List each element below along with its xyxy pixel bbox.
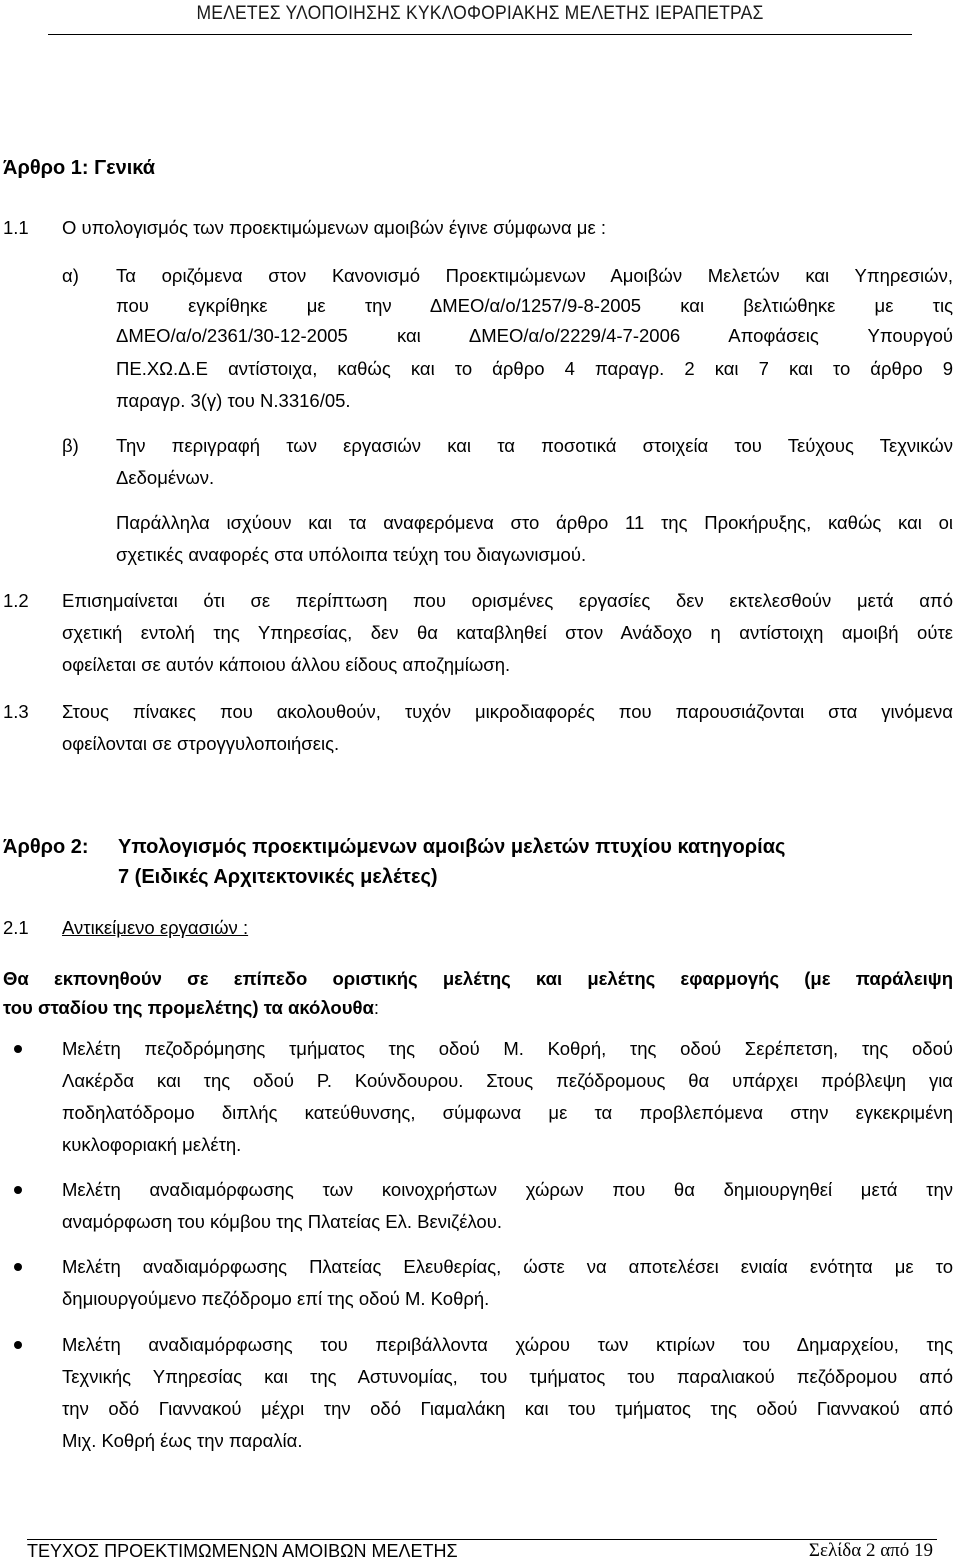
- section-1-2-line-2: σχετική εντολή της Υπηρεσίας, δεν θα καταβληθεί στον Ανάδοχο η αντίστοιχη αμοιβή ούτε: [62, 622, 953, 643]
- bullet-4-line-1: Μελέτη αναδιαμόρφωσης του περιβάλλοντα χώρου των κτιρίων του Δημαρχείου, της: [62, 1334, 953, 1355]
- section-2-1-number: 2.1: [3, 917, 29, 938]
- bullet-2-line-1: Μελέτη αναδιαμόρφωσης των κοινοχρήστων χώρων που θα δημιουργηθεί μετά την: [62, 1179, 953, 1200]
- section-1-1-text: Ο υπολογισμός των προεκτιμώμενων αμοιβών έγινε σύμφωνα με :: [62, 217, 606, 238]
- bullet-3-line-1: Μελέτη αναδιαμόρφωσης Πλατείας Ελευθερίας, ώστε να αποτελέσει ενιαία ενότητα με το: [62, 1256, 953, 1277]
- bullet-4-line-2: Τεχνικής Υπηρεσίας και της Αστυνομίας, του τμήματος του παραλιακού πεζόδρομου από: [62, 1366, 953, 1387]
- section-1-3-number: 1.3: [3, 701, 29, 722]
- bullet-4-line-4: Μιχ. Κοθρή έως την παραλία.: [62, 1430, 303, 1451]
- running-header: [48, 0, 912, 35]
- item-a-line-3: ΔΜΕΟ/α/ο/2361/30-12-2005 και ΔΜΕΟ/α/ο/2229/4-7-2006 Αποφάσεις Υπουργού: [116, 325, 953, 346]
- item-a-line-5: παραγρ. 3(γ) του Ν.3316/05.: [116, 390, 351, 411]
- item-a-line-4: ΠΕ.ΧΩ.Δ.Ε αντίστοιχα, καθώς και το άρθρο 4 παραγρ. 2 και 7 και το άρθρο 9: [116, 358, 953, 379]
- footer-page-number: Σελίδα 2 από 19: [808, 1540, 933, 1561]
- bullet-dot: [14, 1263, 22, 1271]
- section-2-1-title: Αντικείμενο εργασιών :: [62, 917, 249, 938]
- header-title: ΜΕΛΕΤΕΣ ΥΛΟΠΟΙΗΣΗΣ ΚΥΚΛΟΦΟΡΙΑΚΗΣ ΜΕΛΕΤΗΣ ΙΕΡΑΠΕΤΡΑΣ: [196, 2, 764, 24]
- bullet-4-line-3: την οδό Γιαννακού μέχρι την οδό Γιαμαλάκη και του τμήματος της οδού Γιαννακού από: [62, 1398, 953, 1419]
- footer-document-title: ΤΕΥΧΟΣ ΠΡΟΕΚΤΙΜΩΜΕΝΩΝ ΑΜΟΙΒΩΝ ΜΕΛΕΤΗΣ: [27, 1541, 458, 1561]
- item-b-line-2: Δεδομένων.: [116, 467, 215, 488]
- bullet-1-line-4: κυκλοφοριακή μελέτη.: [62, 1134, 242, 1155]
- bullet-dot: [14, 1341, 22, 1349]
- article-2-heading-line-2: 7 (Ειδικές Αρχιτεκτονικές μελέτες): [118, 866, 438, 888]
- intro-line-2-bold: του σταδίου της προμελέτης) τα ακόλουθα: [3, 997, 374, 1018]
- section-1-3-line-2: οφείλονται σε στρογγυλοποιήσεις.: [62, 733, 340, 754]
- parallel-line-2: σχετικές αναφορές στα υπόλοιπα τεύχη του διαγωνισμού.: [116, 544, 587, 565]
- article-2-heading-prefix: Άρθρο 2:: [3, 836, 89, 858]
- intro-line-2-tail: :: [373, 997, 379, 1018]
- section-1-1-number: 1.1: [3, 217, 29, 238]
- bullet-3-line-2: δημιουργούμενο πεζόδρομο επί της οδού Μ. Κοθρή.: [62, 1288, 490, 1309]
- item-b-line-1: Την περιγραφή των εργασιών και τα ποσοτικά στοιχεία του Τεύχους Τεχνικών: [116, 435, 953, 456]
- bullet-dot: [14, 1186, 22, 1194]
- article-1-heading: Άρθρο 1: Γενικά: [3, 157, 156, 179]
- parallel-line-1: Παράλληλα ισχύουν και τα αναφερόμενα στο άρθρο 11 της Προκήρυξης, καθώς και οι: [116, 512, 953, 533]
- item-a-line-1: Τα οριζόμενα στον Κανονισμό Προεκτιμώμενων Αμοιβών Μελετών και Υπηρεσιών,: [116, 265, 953, 286]
- bullet-2-line-2: αναμόρφωση του κόμβου της Πλατείας Ελ. Βενιζέλου.: [62, 1211, 502, 1232]
- section-1-2-line-3: οφείλεται σε αυτόν κάποιου άλλου είδους αποζημίωση.: [62, 654, 511, 675]
- item-b-label: β): [62, 435, 79, 456]
- intro-line-1: Θα εκπονηθούν σε επίπεδο οριστικής μελέτης και μελέτης εφαρμογής (με παράλειψη: [3, 968, 953, 989]
- intro-line-2: [3, 996, 379, 1020]
- bullet-1-line-2: Λακέρδα και της οδού Ρ. Κούνδουρου. Στους πεζόδρομους θα υπάρχει πρόβλεψη για: [62, 1070, 953, 1091]
- item-a-label: α): [62, 265, 79, 286]
- section-1-2-number: 1.2: [3, 590, 29, 611]
- section-1-3-line-1: Στους πίνακες που ακολουθούν, τυχόν μικροδιαφορές που παρουσιάζονται στα γινόμενα: [62, 701, 953, 722]
- bullet-1-line-3: ποδηλατόδρομο διπλής κατεύθυνσης, σύμφωνα με τα προβλεπόμενα στην εγκεκριμένη: [62, 1102, 953, 1123]
- article-2-heading-line-1: Υπολογισμός προεκτιμώμενων αμοιβών μελετών πτυχίου κατηγορίας: [118, 836, 786, 858]
- item-a-line-2: που εγκρίθηκε με την ΔΜΕΟ/α/ο/1257/9-8-2005 και βελτιώθηκε με τις: [116, 295, 953, 316]
- section-1-2-line-1: Επισημαίνεται ότι σε περίπτωση που ορισμένες εργασίες δεν εκτελεσθούν μετά από: [62, 590, 953, 611]
- bullet-dot: [14, 1045, 22, 1053]
- bullet-1-line-1: Μελέτη πεζοδρόμησης τμήματος της οδού Μ. Κοθρή, της οδού Σερέπετση, της οδού: [62, 1038, 953, 1059]
